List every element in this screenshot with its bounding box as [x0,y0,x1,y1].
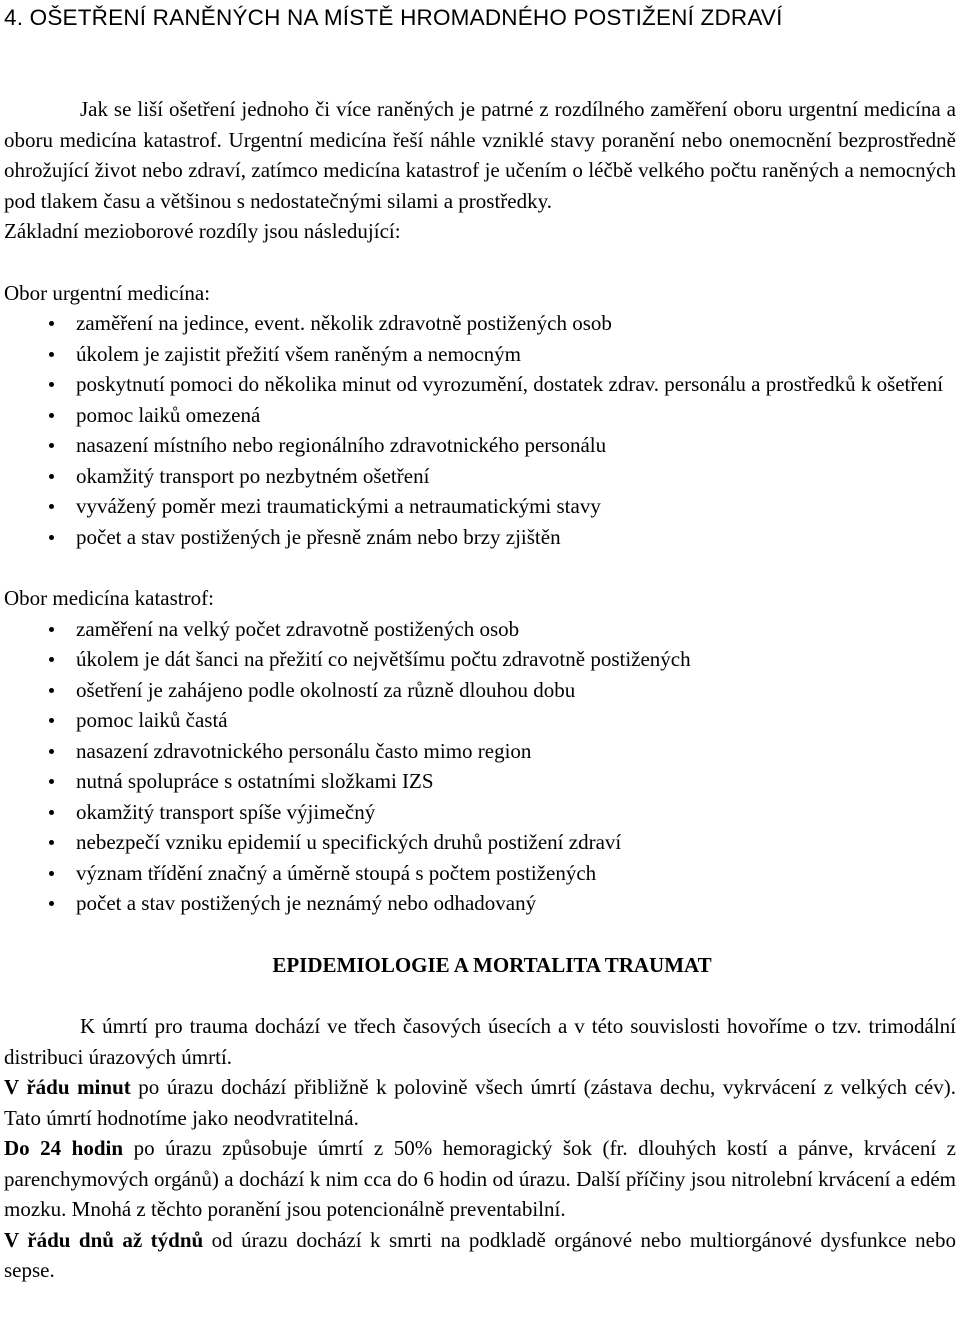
bullet-icon [49,749,54,754]
list-item: počet a stav postižených je přesně znám nebo brzy zjištěn [4,522,956,553]
spacer [4,247,956,278]
epidemiology-intro: K úmrtí pro trauma dochází ve třech časových úsecích a v této souvislosti hovoříme o tzv. trimodální distribuci úrazových úmrtí. [4,1014,956,1069]
urgent-section-label: Obor urgentní medicína: [4,280,211,305]
list-item: úkolem je dát šanci na přežití co největšímu počtu zdravotně postižených [4,644,956,675]
epidemiology-paragraph-minutes: V řádu minut po úrazu dochází přibližně k polovině všech úmrtí (zástava dechu, vykrvácení z velkých cév). Tato úmrtí hodnotíme jako neodvratitelná. [4,1075,956,1130]
bullet-icon [49,688,54,693]
differences-intro: Základní mezioborové rozdíly jsou následující: [4,219,401,243]
list-item: význam třídění značný a úměrně stoupá s počtem postižených [4,858,956,889]
list-item: nasazení místního nebo regionálního zdravotnického personálu [4,430,956,461]
bullet-icon [49,718,54,723]
spacer [4,980,956,1011]
list-item: poskytnutí pomoci do několika minut od vyrozumění, dostatek zdrav. personálu a prostředků k ošetření [4,369,956,400]
epidemiology-paragraph-hours: Do 24 hodin po úrazu způsobuje úmrtí z 50% hemoragický šok (fr. dlouhých kostí a pánve, krvácení z parenchymových orgánů) a dochází k nim cca do 6 hodin od úrazu. Další příčiny jsou nitrolební krvácení a edém mozku. Mnohá z těchto poranění jsou potencionálně preventabilní. [4,1136,956,1221]
list-item: zaměření na jedince, event. několik zdravotně postižených osob [4,308,956,339]
bullet-icon [49,413,54,418]
list-item: ošetření je zahájeno podle okolností za různě dlouhou dobu [4,675,956,706]
list-item: nebezpečí vzniku epidemií u specifických druhů postižení zdraví [4,827,956,858]
bullet-icon [49,901,54,906]
list-item: okamžitý transport spíše výjimečný [4,797,956,828]
disaster-list [4,614,956,919]
bullet-icon [49,474,54,479]
disaster-section-label: Obor medicína katastrof: [4,586,214,610]
list-item: nutná spolupráce s ostatními složkami IZS [4,766,956,797]
bullet-icon [49,535,54,540]
bullet-icon [49,840,54,845]
epidemiology-paragraph-days: V řádu dnů až týdnů od úrazu dochází k smrti na podkladě orgánové nebo multiorgánové dysfunkce nebo sepse. [4,1227,956,1282]
spacer [4,552,956,583]
urgent-list [4,308,956,552]
epidemiology-heading: EPIDEMIOLOGIE A MORTALITA TRAUMAT [272,952,712,977]
list-item: počet a stav postižených je neznámý nebo odhadovaný [4,888,956,919]
spacer [4,919,956,950]
bullet-icon [49,504,54,509]
bullet-icon [49,382,54,387]
bullet-icon [49,627,54,632]
bullet-icon [49,779,54,784]
list-item: pomoc laiků omezená [4,400,956,431]
list-item: nasazení zdravotnického personálu často mimo region [4,736,956,767]
list-item: vyvážený poměr mezi traumatickými a netraumatickými stavy [4,491,956,522]
bullet-icon [49,443,54,448]
list-item: zaměření na velký počet zdravotně postižených osob [4,614,956,645]
list-item: pomoc laiků častá [4,705,956,736]
chapter-heading: 4. OŠETŘENÍ RANĚNÝCH NA MÍSTĚ HROMADNÉHO POSTIŽENÍ ZDRAVÍ [4,5,783,30]
bullet-icon [49,352,54,357]
bullet-icon [49,871,54,876]
bullet-icon [49,810,54,815]
list-item: okamžitý transport po nezbytném ošetření [4,461,956,492]
intro-paragraph: Jak se liší ošetření jednoho či více raněných je patrné z rozdílného zaměření oboru urgentní medicína a oboru medicína katastrof. Urgentní medicína řeší náhle vzniklé stavy poranění nebo onemocnění bezprostředně ohrožující život nebo zdraví, zatímco medicína katastrof je učením o léčbě velkého počtu raněných a nemocných pod tlakem času a většinou s nedostatečnými silami a prostředky. [4,97,956,213]
spacer [4,33,956,94]
list-item: úkolem je zajistit přežití všem raněným a nemocným [4,339,956,370]
bullet-icon [49,321,54,326]
bullet-icon [49,657,54,662]
